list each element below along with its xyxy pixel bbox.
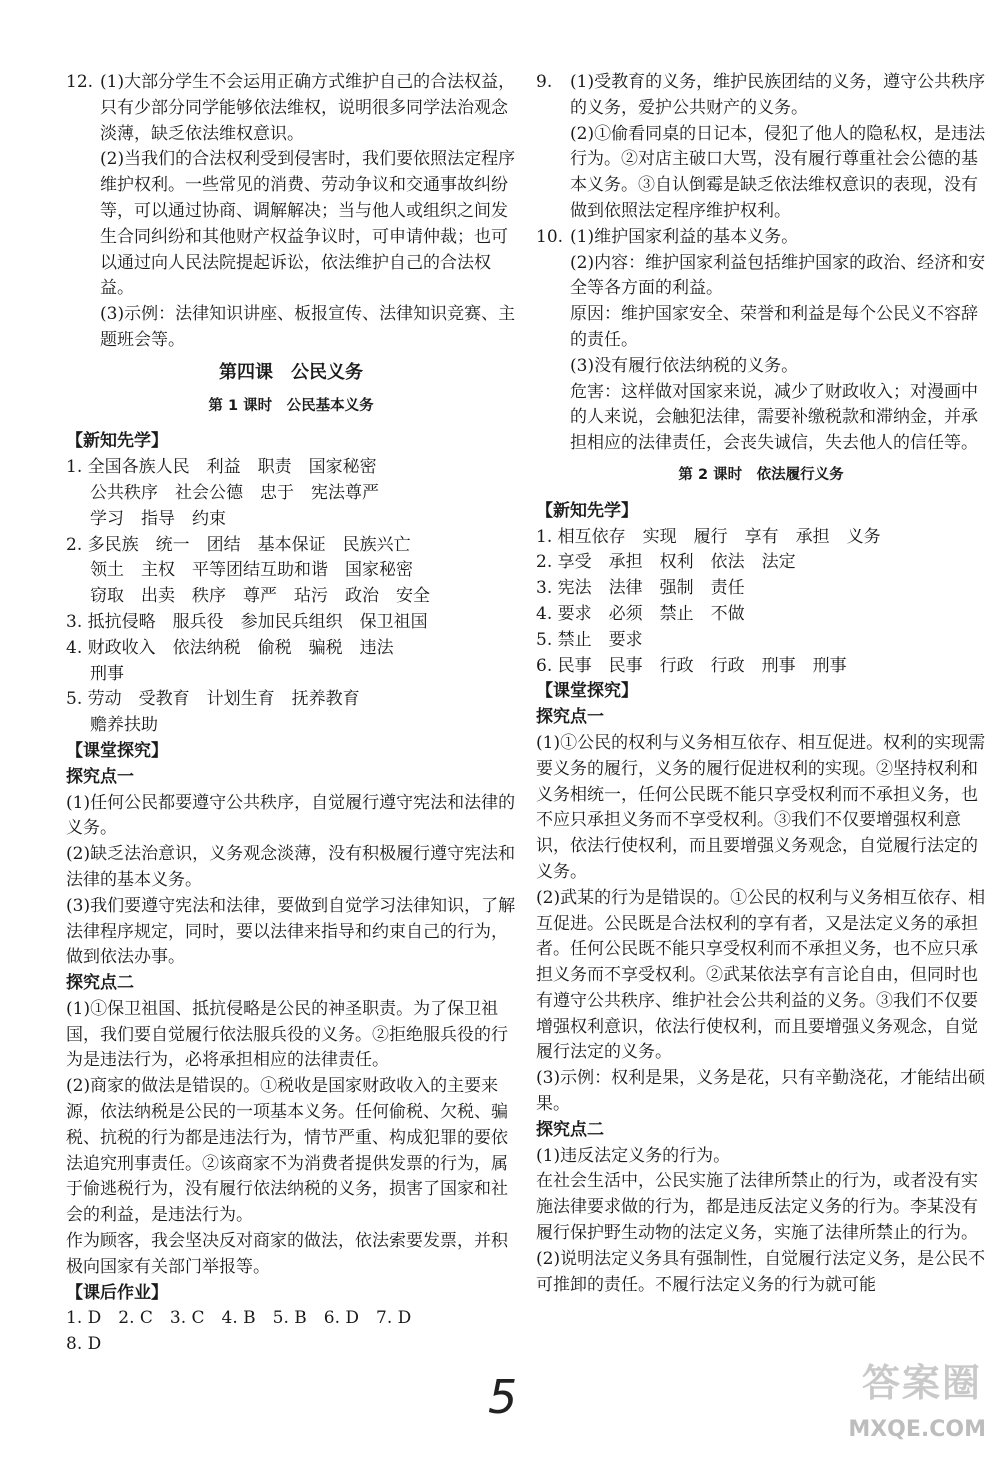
question-number: 9. [536, 72, 553, 92]
inquiry-point-1: 探究点一 [66, 766, 134, 787]
answer-paragraph: (2)当我们的合法权利受到侵害时，我们要依照法定程序维护权利。一些常见的消费、劳动争议和交通事故纠纷等，可以通过协商、调解解决；当与他人或组织之间发生合同纠纷和其他财产权益争议时，可申请仲裁；也可以通过向人民法院提起诉讼，依法维护自己的合法权益。 [100, 149, 516, 299]
answer-paragraph: 原因：维护国家安全、荣誉和利益是每个公民义不容辞的责任。 [570, 304, 978, 350]
answer-key-line: 1. D 2. C 3. C 4. B 5. B 6. D 7. D [66, 1308, 412, 1329]
handwritten-page-number: 5 [488, 1370, 518, 1424]
inquiry-point-2: 探究点二 [536, 1119, 604, 1140]
list-item: 刑事 [90, 663, 124, 684]
answer-paragraph: (1)大部分学生不会运用正确方式维护自己的合法权益，只有少部分同学能够依法维权，说明很多同学法治观念淡薄，缺乏依法维权意识。 [100, 72, 516, 144]
list-item: 窃取 出卖 秩序 尊严 玷污 政治 安全 [90, 586, 430, 607]
answer-paragraph: (3)我们要遵守宪法和法律，要做到自觉学习法律知识，了解法律程序规定，同时，要以法律来指导和约束自己的行为，做到依法办事。 [66, 895, 516, 968]
answer-paragraph: (2)武某的行为是错误的。①公民的权利与义务相互依存、相互促进。公民既是合法权利的享有者，又是法定义务的承担者。任何公民既不能只享受权利而不承担义务，也不应只承担义务而不享受权利。②武某依法享有言论自由，但同时也有遵守公共秩序、维护社会公共利益的义务。③我们不仅要增强权利意识，依法行使权利，而且要增强义务观念，自觉履行法定的义务。 [536, 887, 986, 1063]
list-item: 赡养扶助 [90, 715, 158, 736]
list-item: 4. 要求 必须 禁止 不做 [536, 603, 745, 624]
inquiry-point-1: 探究点一 [536, 707, 604, 728]
list-item: 学习 指导 约束 [90, 508, 226, 529]
answer-paragraph: 作为顾客，我会坚决反对商家的做法，依法索要发票，并积极向国家有关部门举报等。 [66, 1231, 508, 1277]
list-item: 1. 全国各族人民 利益 职责 国家秘密 [66, 457, 377, 478]
question-12 [66, 70, 516, 354]
list-item: 公共秩序 社会公德 忠于 宪法尊严 [90, 482, 379, 503]
period-title: 第 2 课时 依法履行义务 [678, 466, 844, 483]
list-item: 6. 民事 民事 行政 行政 刑事 刑事 [536, 655, 847, 676]
answer-paragraph: (1)①保卫祖国、抵抗侵略是公民的神圣职责。为了保卫祖国，我们要自觉履行依法服兵役的义务。②拒绝服兵役的行为是违法行为，必将承担相应的法律责任。 [66, 998, 508, 1071]
answer-key-line: 8. D [66, 1334, 102, 1355]
answer-paragraph: (2)缺乏法治意识，义务观念淡薄，没有积极履行遵守宪法和法律的基本义务。 [66, 844, 516, 890]
list-item: 2. 享受 承担 权利 依法 法定 [536, 552, 796, 573]
watermark-url: MXQE.COM [848, 1417, 986, 1442]
answer-paragraph: (1)任何公民都要遵守公共秩序，自觉履行遵守宪法和法律的义务。 [66, 792, 516, 839]
list-item: 5. 禁止 要求 [536, 629, 643, 650]
list-item: 2. 多民族 统一 团结 基本保证 民族兴亡 [66, 534, 411, 555]
list-item: 1. 相互依存 实现 履行 享有 承担 义务 [536, 526, 881, 547]
question-10 [536, 225, 986, 457]
question-number: 12. [66, 72, 94, 92]
watermark-logo-text: 答案圈 [861, 1361, 982, 1405]
list-item: 3. 抵抗侵略 服兵役 参加民兵组织 保卫祖国 [66, 611, 428, 632]
question-number: 10. [536, 226, 564, 247]
answer-paragraph: 在社会生活中，公民实施了法律所禁止的行为，或者没有实施法律要求做的行为，都是违反法定义务的行为。李某没有履行保护野生动物的法定义务，实施了法律所禁止的行为。 [536, 1171, 978, 1244]
answer-paragraph: (1)①公民的权利与义务相互依存、相互促进。权利的实现需要义务的履行，义务的履行促进权利的实现。②坚持权利和义务相统一，任何公民既不能只享受权利而不承担义务，也不应只承担义务而不享受权利。③我们不仅要增强权利意识，依法行使权利，而且要增强义务观念，自觉履行法定的义务。 [536, 732, 986, 882]
section-heading-kehou: 【课后作业】 [66, 1282, 168, 1303]
question-9 [536, 70, 986, 225]
answer-paragraph: (3)示例：法律知识讲座、板报宣传、法律知识竞赛、主题班会等。 [100, 304, 516, 350]
answer-paragraph: (3)示例：权利是果，义务是花，只有辛勤浇花，才能结出硕果。 [536, 1068, 986, 1115]
answer-paragraph: (2)①偷看同桌的日记本，侵犯了他人的隐私权，是违法行为。②对店主破口大骂，没有履行尊重社会公德的基本义务。③自认倒霉是缺乏依法维权意识的表现，没有做到依照法定程序维护权利。 [570, 123, 986, 221]
list-item: 3. 宪法 法律 强制 责任 [536, 578, 745, 599]
answer-paragraph: (1)违反法定义务的行为。 [536, 1145, 731, 1166]
answer-paragraph: (1)维护国家利益的基本义务。 [570, 226, 799, 247]
answer-paragraph: (2)内容：维护国家利益包括维护国家的政治、经济和安全等各方面的利益。 [570, 252, 986, 299]
right-column [536, 70, 986, 1298]
inquiry-point-2: 探究点二 [66, 973, 134, 994]
answer-paragraph: (2)商家的做法是错误的。①税收是国家财政收入的主要来源，依法纳税是公民的一项基本义务。任何偷税、欠税、骗税、抗税的行为都是违法行为，情节严重、构成犯罪的要依法追究刑事责任。②该商家不为消费者提供发票的行为，属于偷逃税行为，没有履行依法纳税的义务，损害了国家和社会的利益，是违法行为。 [66, 1076, 508, 1226]
lesson-title: 第四课 公民义务 [219, 361, 363, 383]
section-heading-xinzhi: 【新知先学】 [536, 500, 638, 521]
left-column [66, 70, 516, 1358]
answer-paragraph: (3)没有履行依法纳税的义务。 [570, 355, 799, 376]
answer-paragraph: 危害：这样做对国家来说，减少了财政收入；对漫画中的人来说，会触犯法律，需要补缴税款和滞纳金，并承担相应的法律责任，会丧失诚信，失去他人的信任等。 [570, 381, 978, 454]
section-heading-ketang: 【课堂探究】 [536, 681, 638, 702]
section-heading-ketang: 【课堂探究】 [66, 740, 168, 761]
list-item: 领土 主权 平等团结互助和谐 国家秘密 [90, 560, 413, 581]
list-item: 5. 劳动 受教育 计划生育 抚养教育 [66, 689, 360, 710]
section-heading-xinzhi: 【新知先学】 [66, 431, 168, 452]
period-title: 第 1 课时 公民基本义务 [208, 397, 374, 414]
site-watermark [816, 1352, 986, 1442]
list-item: 4. 财政收入 依法纳税 偷税 骗税 违法 [66, 637, 394, 658]
answer-paragraph: (2)说明法定义务具有强制性，自觉履行法定义务，是公民不可推卸的责任。不履行法定义务的行为就可能 [536, 1248, 986, 1295]
answer-paragraph: (1)受教育的义务，维护民族团结的义务，遵守公共秩序的义务，爱护公共财产的义务。 [570, 72, 986, 118]
